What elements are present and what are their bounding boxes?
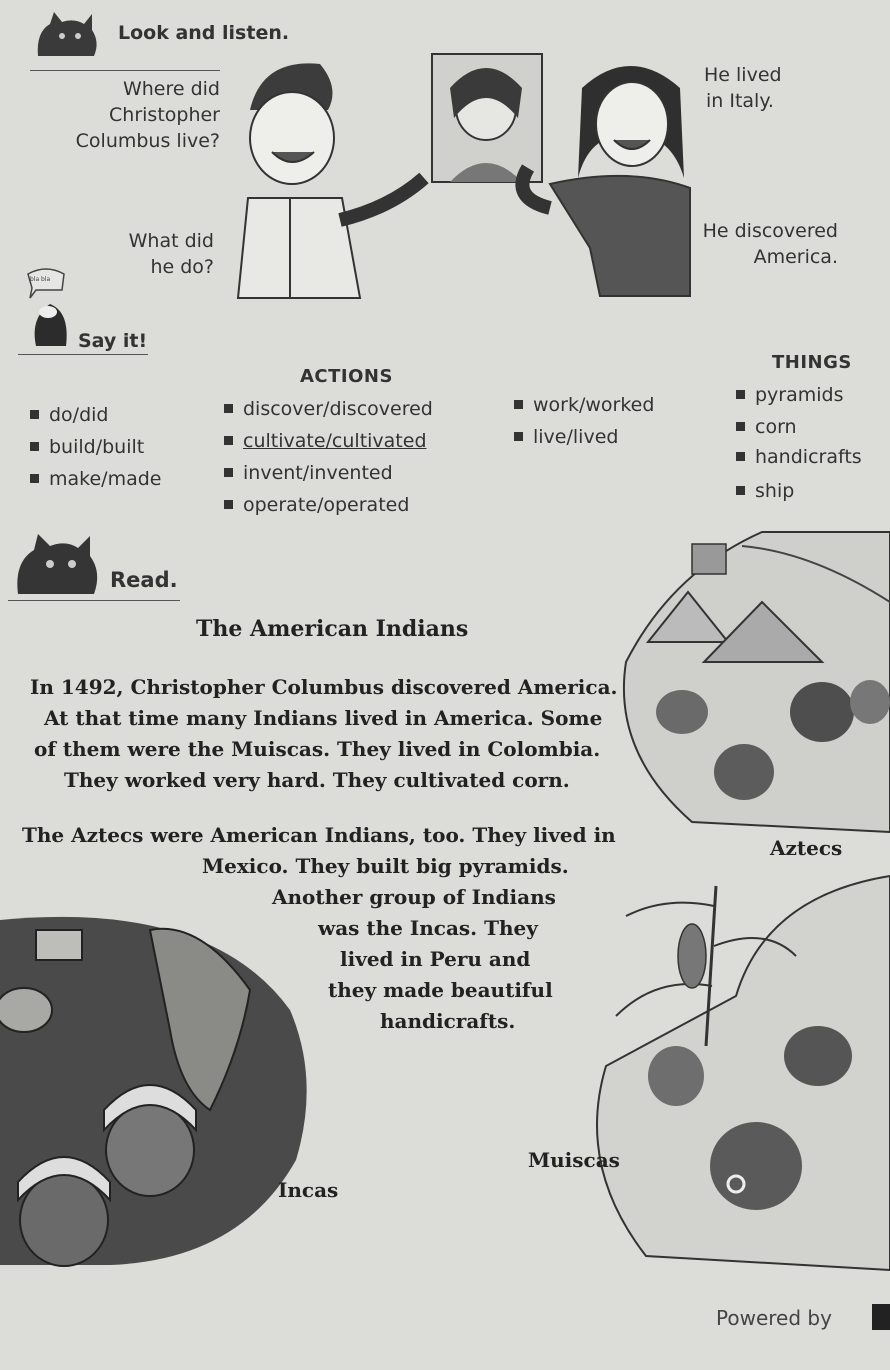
bullet-icon <box>30 474 39 483</box>
thing-label: corn <box>755 416 797 438</box>
bullet-icon <box>736 486 745 495</box>
verb-item <box>30 468 161 490</box>
bullet-icon <box>736 452 745 461</box>
story-line: They worked very hard. They cultivated corn. <box>64 768 570 792</box>
question-line: Christopher <box>109 104 220 126</box>
things-heading: THINGS <box>772 352 852 373</box>
story-line: lived in Peru and <box>340 947 531 971</box>
footer-logo-icon <box>872 1304 890 1330</box>
story-line: Mexico. They built big pyramids. <box>202 854 569 878</box>
bullet-icon <box>514 432 523 441</box>
answer-discovered-america <box>688 218 838 270</box>
bullet-icon <box>224 500 233 509</box>
answer-line: He discovered <box>702 220 838 242</box>
question-line: What did <box>128 230 214 252</box>
footer-powered-by: Powered by <box>716 1306 832 1330</box>
answer-lived-italy <box>704 62 782 114</box>
story-line: The Aztecs were American Indians, too. They lived in <box>22 823 616 847</box>
kids-illustration <box>210 48 690 298</box>
question-line: Columbus live? <box>75 130 220 152</box>
verb-label: work/worked <box>533 394 655 416</box>
bullet-icon <box>30 410 39 419</box>
question-what-do <box>108 228 214 280</box>
verb-label: invent/invented <box>243 462 393 484</box>
bullet-icon <box>514 400 523 409</box>
verb-item <box>514 394 654 416</box>
cat-icon <box>12 528 102 600</box>
verb-item <box>224 462 393 484</box>
verb-item <box>224 494 409 516</box>
read-title-underline <box>8 600 180 601</box>
verb-item <box>30 404 109 426</box>
look-title-underline <box>30 70 220 71</box>
story-line: handicrafts. <box>380 1009 516 1033</box>
aztecs-illustration <box>612 532 890 832</box>
answer-line: America. <box>753 246 838 268</box>
say-title-underline <box>18 354 148 355</box>
actions-heading: ACTIONS <box>300 366 393 387</box>
verb-item <box>224 398 433 420</box>
story-line: was the Incas. They <box>318 916 538 940</box>
verb-label: discover/discovered <box>243 398 433 420</box>
bullet-icon <box>224 436 233 445</box>
verb-label: build/built <box>49 436 145 458</box>
thing-item <box>736 416 797 438</box>
caption-aztecs: Aztecs <box>770 836 843 860</box>
bullet-icon <box>736 422 745 431</box>
verb-label: operate/operated <box>243 494 410 516</box>
bullet-icon <box>224 404 233 413</box>
question-where-live <box>50 76 220 154</box>
muiscas-illustration <box>586 866 890 1270</box>
penguin-icon <box>26 298 76 348</box>
verb-label: do/did <box>49 404 109 426</box>
bullet-icon <box>30 442 39 451</box>
verb-label: live/lived <box>533 426 619 448</box>
caption-muiscas: Muiscas <box>528 1148 620 1172</box>
thing-item <box>736 446 862 468</box>
thing-item <box>736 480 794 502</box>
speech-bubble-icon <box>26 268 66 298</box>
read-title: Read. <box>110 568 178 592</box>
story-line: Another group of Indians <box>272 885 556 909</box>
verb-item <box>514 426 618 448</box>
caption-incas: Incas <box>278 1178 339 1202</box>
thing-label: handicrafts <box>755 446 862 468</box>
story-line: At that time many Indians lived in America. Some <box>44 706 603 730</box>
story-line: In 1492, Christopher Columbus discovered America. <box>30 675 618 699</box>
bullet-icon <box>736 390 745 399</box>
thing-item <box>736 384 844 406</box>
thing-label: pyramids <box>755 384 844 406</box>
answer-line: in Italy. <box>706 90 774 112</box>
look-and-listen-title: Look and listen. <box>118 22 290 44</box>
verb-label: make/made <box>49 468 162 490</box>
verb-item <box>30 436 144 458</box>
story-title: The American Indians <box>196 616 469 642</box>
incas-illustration <box>0 900 320 1270</box>
story-line: they made beautiful <box>328 978 553 1002</box>
answer-line: He lived <box>704 64 782 86</box>
story-line: of them were the Muiscas. They lived in Colombia. <box>34 737 601 761</box>
cat-icon <box>32 8 102 63</box>
bullet-icon <box>224 468 233 477</box>
question-line: Where did <box>122 78 220 100</box>
say-it-title: Say it! <box>78 330 148 352</box>
thing-label: ship <box>755 480 795 502</box>
verb-item <box>224 430 427 452</box>
question-line: he do? <box>150 256 214 278</box>
speech-bubble-text: bla bla <box>30 276 51 283</box>
verb-label: cultivate/cultivated <box>243 430 427 452</box>
